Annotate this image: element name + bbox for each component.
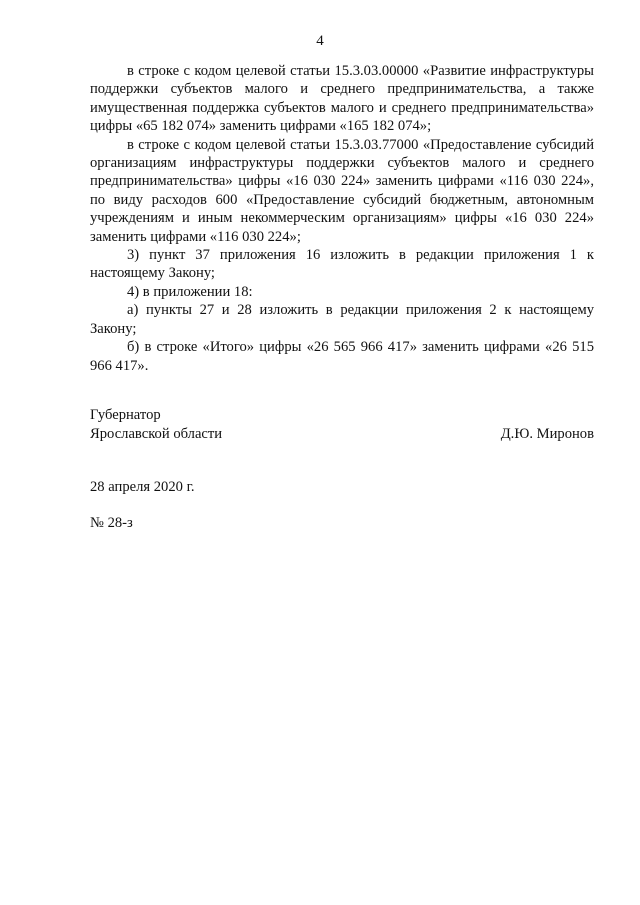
paragraph-row-15-3-03-00000: в строке с кодом целевой статьи 15.3.03.00000 «Развитие инфраструктуры поддержки субъектов малого и среднего предпринимательства, а также имущественная поддержка субъектов малого и среднего предпринимательства» цифры «65 182 074» заменить цифрами «165 182 074»;	[90, 63, 594, 135]
page-number: 4	[316, 33, 324, 49]
paragraph-item-4a: а) пункты 27 и 28 изложить в редакции приложения 2 к настоящему Закону;	[90, 302, 594, 337]
law-number: № 28-з	[90, 515, 133, 531]
signature-line	[90, 425, 594, 444]
paragraph-item-4: 4) в приложении 18:	[127, 283, 253, 300]
paragraph-item-3: 3) пункт 37 приложения 16 изложить в редакции приложения 1 к настоящему Закону;	[90, 247, 594, 282]
paragraph-row-15-3-03-77000: в строке с кодом целевой статьи 15.3.03.77000 «Предоставление субсидий организациям инфраструктуры поддержки субъектов малого и среднего предпринимательства» цифры «16 030 224» заменить цифрами «116 030 224», по виду расходов 600 «Предоставление субсидий бюджетным, автономным учреждениям и иным некоммерческим организациям» цифры «16 030 224» заменить цифрами «116 030 224»;	[90, 136, 594, 245]
paragraph-item-4b: б) в строке «Итого» цифры «26 565 966 417» заменить цифрами «26 515 966 417».	[90, 339, 594, 374]
signature-block	[90, 406, 594, 444]
document-body	[90, 62, 594, 375]
signatory-position-line1: Губернатор	[90, 407, 161, 423]
signatory-name: Д.Ю. Миронов	[500, 426, 594, 442]
signatory-position-line2: Ярославской области	[90, 426, 223, 442]
document-date: 28 апреля 2020 г.	[90, 479, 195, 495]
